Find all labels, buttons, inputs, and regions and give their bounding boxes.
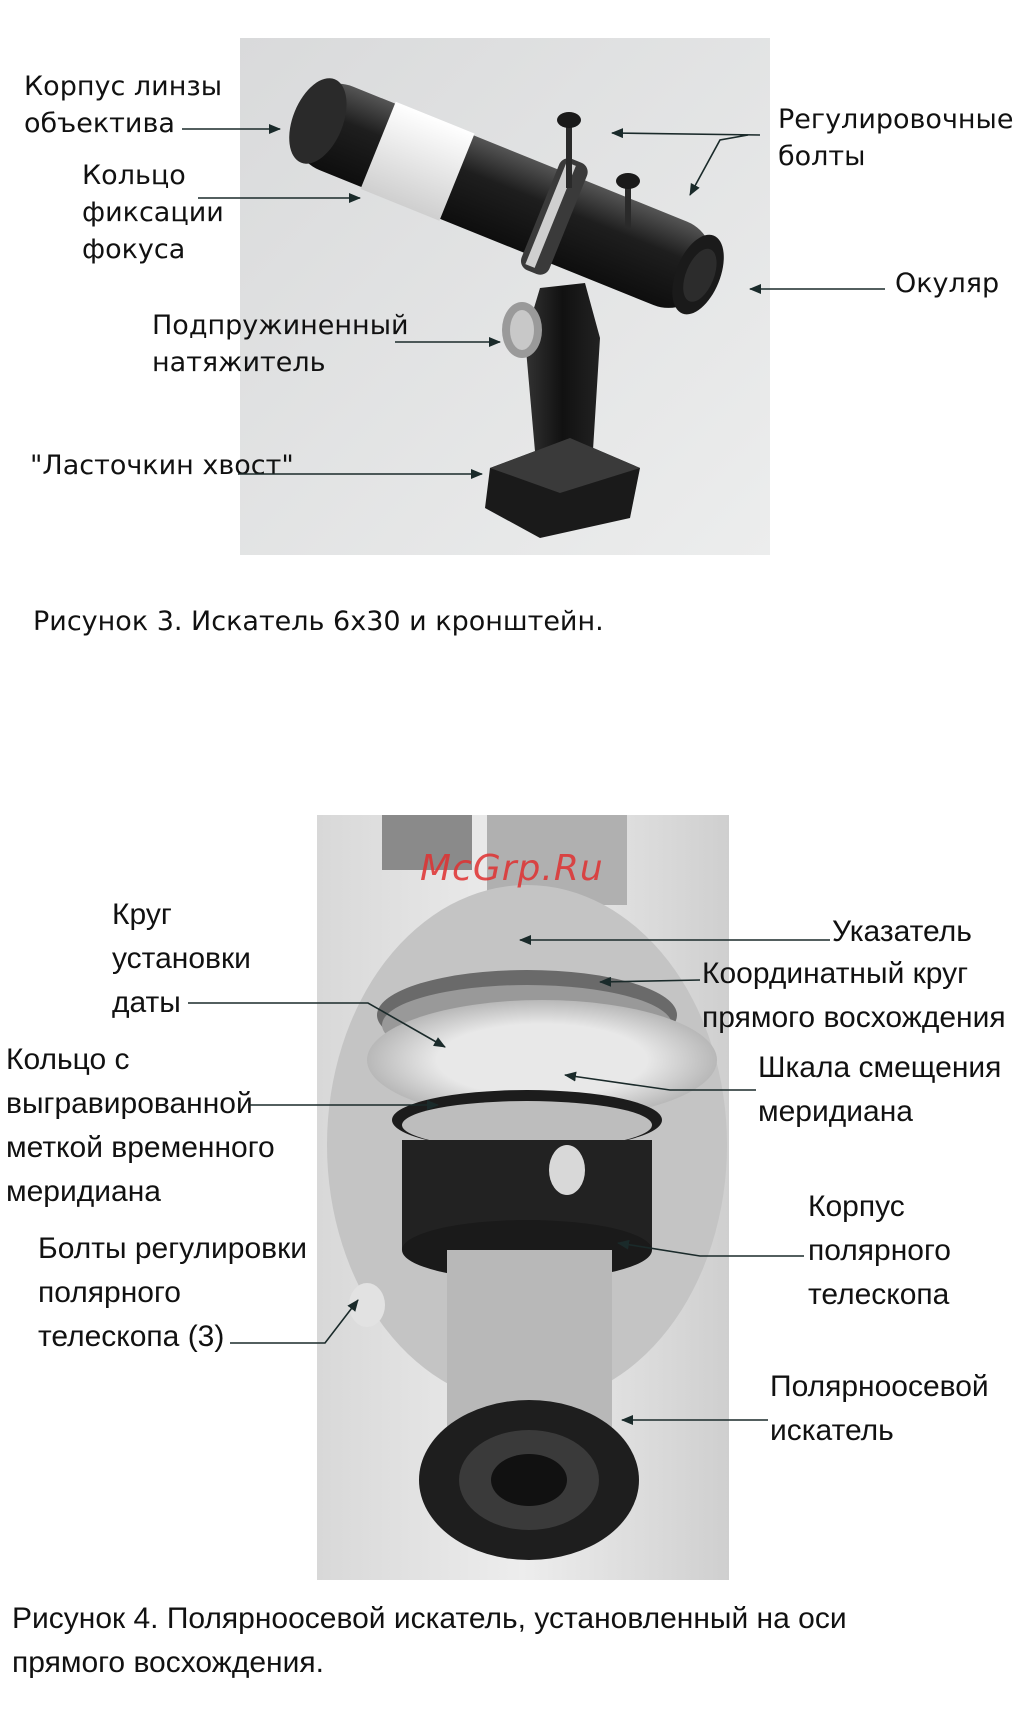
label-polar-housing (808, 1185, 951, 1317)
label-meridian-offset-line2: меридиана (758, 1095, 913, 1128)
label-meridian-offset-line1: Шкала смещения (758, 1051, 1002, 1084)
label-meridian-ring-line2: выгравированной (6, 1087, 253, 1120)
finder-photo (240, 38, 770, 555)
watermark: McGrp.Ru (420, 848, 604, 889)
label-polar-bolts (38, 1227, 307, 1359)
label-ra-circle-line2: прямого восхождения (702, 1001, 1006, 1034)
label-meridian-ring-line1: Кольцо с (6, 1043, 130, 1076)
label-focus-ring-line1: Кольцо (82, 160, 186, 191)
label-polar-housing-line3: телескопа (808, 1278, 950, 1311)
label-focus-ring-line3: фокуса (82, 234, 186, 265)
label-date-circle-line2: установки (112, 942, 251, 975)
label-spring-tensioner-line2: натяжитель (152, 347, 326, 378)
label-date-circle (112, 893, 251, 1025)
label-polar-finder-line2: искатель (770, 1414, 894, 1447)
label-objective-housing-line2: объектива (24, 108, 175, 139)
label-polar-finder (770, 1365, 989, 1453)
label-polar-housing-line2: полярного (808, 1234, 951, 1267)
label-meridian-ring-line4: меридиана (6, 1175, 161, 1208)
label-meridian-offset (758, 1046, 1001, 1134)
label-spring-tensioner-line1: Подпружиненный (152, 310, 409, 341)
polar-finder-illustration (317, 815, 729, 1580)
figure3-caption: Рисунок 3. Искатель 6x30 и кронштейн. (33, 606, 604, 637)
label-adjust-bolts (778, 101, 1014, 175)
figure4-caption-line2: прямого восхождения. (12, 1646, 324, 1679)
label-objective-housing-line1: Корпус линзы (24, 71, 223, 102)
label-pointer: Указатель (832, 915, 972, 948)
polar-finder-photo (317, 815, 729, 1580)
label-meridian-ring-line3: меткой временного (6, 1131, 275, 1164)
figure4-caption (12, 1597, 847, 1685)
label-objective-housing (24, 68, 222, 142)
label-spring-tensioner (152, 307, 409, 381)
label-polar-bolts-line3: телескопа (3) (38, 1320, 225, 1353)
label-ra-circle (702, 952, 1006, 1040)
finder-illustration (240, 38, 770, 555)
label-adjust-bolts-line2: болты (778, 141, 866, 172)
label-focus-ring (82, 157, 224, 268)
label-adjust-bolts-line1: Регулировочные (778, 104, 1014, 135)
label-polar-bolts-line2: полярного (38, 1276, 181, 1309)
label-dovetail: "Ласточкин хвост" (30, 450, 294, 481)
label-polar-finder-line1: Полярноосевой (770, 1370, 989, 1403)
figure4-caption-line1: Рисунок 4. Полярноосевой искатель, установленный на оси (12, 1602, 847, 1635)
label-date-circle-line1: Круг (112, 898, 172, 931)
label-polar-housing-line1: Корпус (808, 1190, 905, 1223)
label-date-circle-line3: даты (112, 986, 181, 1019)
label-eyepiece: Окуляр (895, 268, 1000, 299)
label-ra-circle-line1: Координатный круг (702, 957, 969, 990)
label-polar-bolts-line1: Болты регулировки (38, 1232, 307, 1265)
label-meridian-ring (6, 1038, 275, 1214)
label-focus-ring-line2: фиксации (82, 197, 224, 228)
